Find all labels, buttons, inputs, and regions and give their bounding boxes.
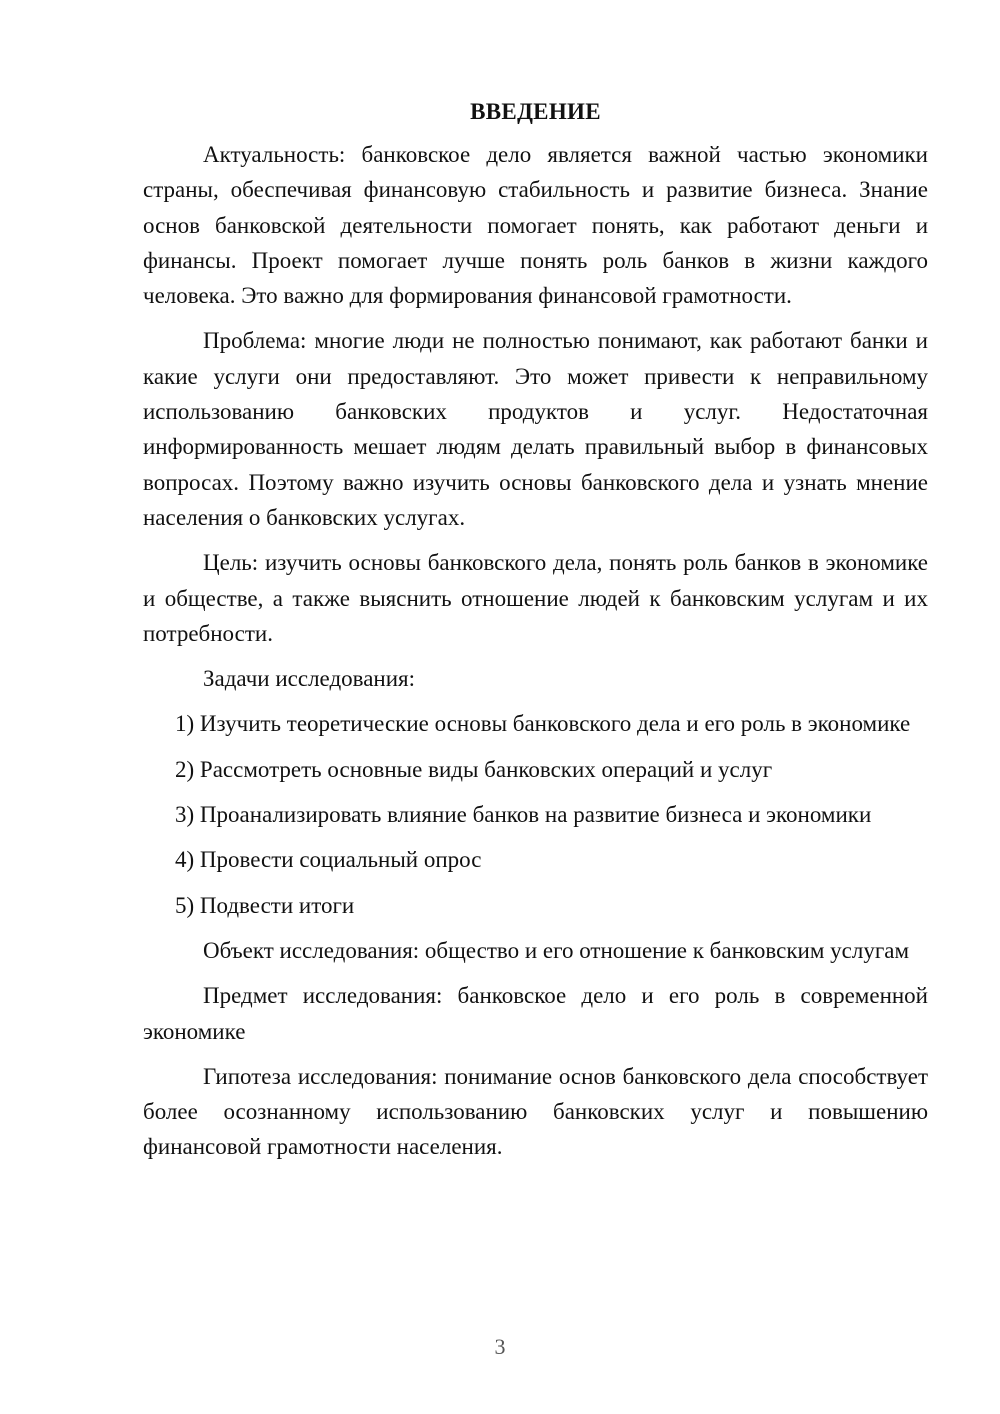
page-number: 3 [494,1334,506,1359]
task-item-5: 5) Подвести итоги [175,892,355,918]
paragraph-subject: Предмет исследования: банковское дело и его роль в современной экономике [143,983,928,1044]
task-item-4: 4) Провести социальный опрос [175,847,482,873]
paragraph-problem: Проблема: многие люди не полностью понимают, как работают банки и какие услуги они предоставляют. Это может привести к неправильному использованию банковских продуктов и услуг. Недостаточная информированность мешает людям делать правильный выбор в финансовых вопросах. Поэтому важно изучить основы банковского дела и узнать мнение населения о банковских услугах. [143,328,928,530]
page-title: ВВЕДЕНИЕ [470,99,601,124]
paragraph-relevance: Актуальность: банковское дело является важной частью экономики страны, обеспечивая финансовую стабильность и развитие бизнеса. Знание основ банковской деятельности помогает понять, как работают деньги и финансы. Проект помогает лучше понять роль банков в жизни каждого человека. Это важно для формирования финансовой грамотности. [143,142,928,309]
paragraph-goal: Цель: изучить основы банковского дела, понять роль банков в экономике и обществе, а также выяснить отношение людей к банковским услугам и их потребности. [143,550,928,646]
paragraph-object: Объект исследования: общество и его отношение к банковским услугам [203,937,910,963]
task-item-1: 1) Изучить теоретические основы банковского дела и его роль в экономике [175,711,911,737]
page-content [143,94,928,1175]
tasks-heading: Задачи исследования: [203,666,416,692]
task-item-2: 2) Рассмотреть основные виды банковских операций и услуг [175,756,773,782]
task-item-3: 3) Проанализировать влияние банков на развитие бизнеса и экономики [175,802,872,828]
paragraph-hypothesis: Гипотеза исследования: понимание основ банковского дела способствует более осознанному использованию банковских услуг и повышению финансовой грамотности населения. [143,1063,928,1160]
